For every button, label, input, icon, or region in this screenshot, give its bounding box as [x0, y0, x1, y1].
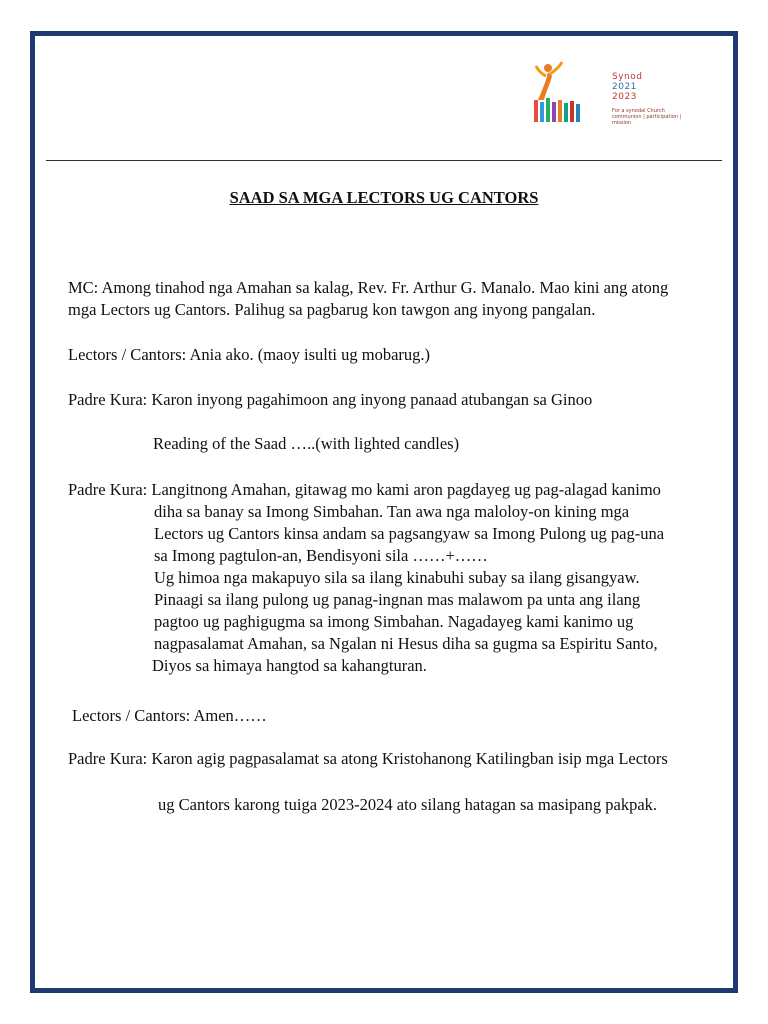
mc-line-1: MC: Among tinahod nga Amahan sa kalag, Rev. Fr. Arthur G. Manalo. Mao kini ang atong — [68, 278, 669, 297]
header-divider — [46, 160, 722, 161]
lectors-response-2: Lectors / Cantors: Amen…… — [72, 706, 267, 725]
document-title: SAAD SA MGA LECTORS UG CANTORS — [229, 188, 539, 207]
mc-paragraph — [68, 277, 668, 321]
synod-tagline-main: For a synodal Church — [612, 108, 665, 114]
prayer-line-4: sa Imong pagtulon-an, Bendisyoni sila ……+…… — [154, 546, 488, 565]
lectors-response-1: Lectors / Cantors: Ania ako. (maoy isulti ug mobarug.) — [68, 345, 431, 364]
closing-line-2: ug Cantors karong tuiga 2023-2024 ato silang hatagan sa masipang pakpak. — [158, 795, 658, 814]
synod-tagline-sub: communion | participation | mission — [612, 114, 682, 126]
reading-instruction: Reading of the Saad …..(with lighted candles) — [153, 434, 460, 453]
synod-logo — [532, 60, 682, 130]
padre-kura-prayer — [68, 479, 664, 677]
synod-word: Synod — [612, 72, 643, 82]
prayer-line-6: Pinaagi sa ilang pulong ug panag-ingnan mas malawom pa unta ang ilang — [154, 590, 641, 609]
synod-year-start: 2021 — [612, 82, 637, 92]
synod-figure-icon — [532, 60, 584, 124]
padre-kura-statement-1: Padre Kura: Karon inyong pagahimoon ang inyong panaad atubangan sa Ginoo — [68, 390, 593, 409]
padre-kura-statement-2 — [68, 748, 668, 770]
padre-kura-statement-2-cont — [158, 794, 657, 816]
synod-text — [612, 72, 642, 102]
prayer-line-8: nagpasalamat Amahan, sa Ngalan ni Hesus diha sa gugma sa Espiritu Santo, — [154, 634, 658, 653]
closing-line-1: Padre Kura: Karon agig pagpasalamat sa atong Kristohanong Katilingban isip mga Lectors — [68, 749, 668, 768]
mc-line-2: mga Lectors ug Cantors. Palihug sa pagbarug kon tawgon ang inyong pangalan. — [68, 300, 596, 319]
prayer-line-3: Lectors ug Cantors kinsa andam sa pagsangyaw sa Imong Pulong ug pag-una — [154, 524, 665, 543]
prayer-line-1: Padre Kura: Langitnong Amahan, gitawag mo kami aron pagdayeg ug pag-alagad kanimo — [68, 480, 661, 499]
prayer-line-9: Diyos sa himaya hangtod sa kahangturan. — [152, 656, 427, 675]
prayer-line-2: diha sa banay sa Imong Simbahan. Tan awa nga maloloy-on kining mga — [154, 502, 630, 521]
prayer-line-5: Ug himoa nga makapuyo sila sa ilang kinabuhi subay sa ilang gisangyaw. — [154, 568, 640, 587]
synod-tagline — [612, 108, 682, 126]
prayer-line-7: pagtoo ug paghigugma sa imong Simbahan. Nagadayeg kami kanimo ug — [154, 612, 634, 631]
synod-year-end: 2023 — [612, 92, 637, 102]
